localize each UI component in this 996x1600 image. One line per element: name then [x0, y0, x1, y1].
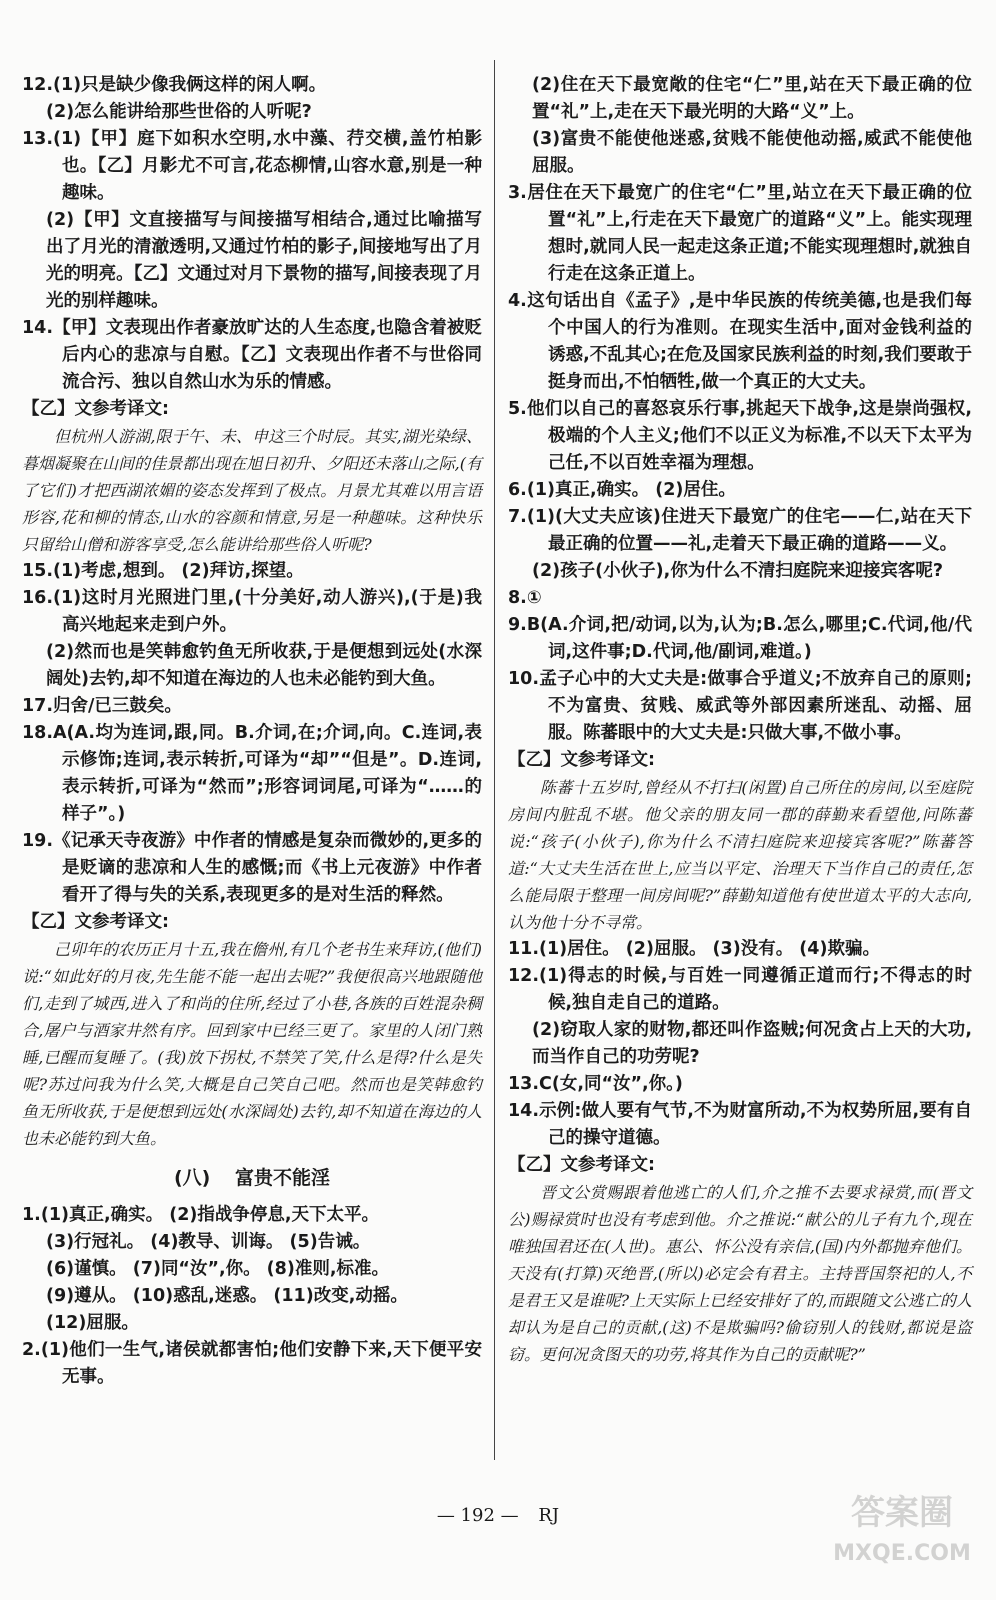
answer-8: 8.①	[508, 588, 542, 608]
answer-19: 19.《记承天寺夜游》中作者的情感是复杂而微妙的,更多的是贬谪的悲凉和人生的感慨;而《书上元夜游》中作者看开了得与失的关系,表现更多的是对生活的释然。	[22, 831, 482, 905]
watermark-title: 答案圈	[851, 1493, 953, 1533]
answer-15: 15.(1)考虑,想到。 (2)拜访,探望。	[22, 561, 304, 581]
page-number: — 192 —	[436, 1505, 519, 1526]
answer-13-2: (2)【甲】文直接描写与间接描写相结合,通过比喻描写出了月光的清澈透明,又通过竹柏的影子,间接地写出了月光的明亮。【乙】文通过对月下景物的描写,间接表现了月光的别样趣味。	[46, 210, 482, 311]
translation-text: 晋文公赏赐跟着他逃亡的人们,介之推不去要求禄赏,而(晋文公)赐禄赏时也没有考虑到他。介之推说:“献公的儿子有九个,现在唯独国君还在(人世)。惠公、怀公没有亲信,(国)内外都抛弃他们。天没有(打算)灭绝晋,(所以)必定会有君主。主持晋国祭祀的人,不是君王又是谁呢?上天实际上已经安排好了的,而跟随文公逃亡的人却认为是自己的贡献,(这)不是欺骗吗?偷窃别人的钱财,都说是盗窃。更何况贪图天的功劳,将其作为自己的贡献呢?”	[508, 1183, 972, 1364]
section-number: (八)	[173, 1167, 211, 1189]
answer-17: 17.归舍/已三鼓矣。	[22, 696, 182, 716]
section-name: 富贵不能淫	[234, 1167, 330, 1189]
answer-12-2: (2)窃取人家的财物,都还叫作盗贼;何况贪占上天的大功,而当作自己的功劳呢?	[532, 1020, 972, 1067]
section-title	[22, 1158, 482, 1198]
answer-2-2: (2)住在天下最宽敞的住宅“仁”里,站在天下最正确的位置“礼”上,走在天下最光明的大路“义”上。	[532, 75, 972, 122]
answer-1-line4: (9)遵从。 (10)惑乱,迷惑。 (11)改变,动摇。	[46, 1286, 408, 1306]
answer-11: 11.(1)居住。 (2)屈服。 (3)没有。 (4)欺骗。	[508, 939, 880, 959]
column-divider	[494, 60, 495, 1460]
answer-18: 18.A(A.均为连词,跟,同。B.介词,在;介词,向。C.连词,表示修饰;连词,表示转折,可译为“却”“但是”。D.连词,表示转折,可译为“然而”;形容词词尾,可译为“……的样子”。)	[22, 723, 482, 824]
answer-2-3: (3)富贵不能使他迷惑,贫贱不能使他动摇,威武不能使他屈服。	[532, 129, 972, 176]
translation-heading: 【乙】文参考译文:	[508, 750, 655, 770]
answer-7-2: (2)孩子(小伙子),你为什么不清扫庭院来迎接宾客呢?	[532, 561, 943, 581]
answer-1-line5: (12)屈服。	[46, 1313, 139, 1333]
answer-12-1: 12.(1)得志的时候,与百姓一同遵循正道而行;不得志的时候,独自走自己的道路。	[508, 966, 972, 1013]
translation-text: 陈蕃十五岁时,曾经从不打扫(闲置)自己所住的房间,以至庭院房间内脏乱不堪。他父亲的朋友同一郡的薛勤来看望他,问陈蕃说:“孩子(小伙子),你为什么不清扫庭院来迎接宾客呢?”陈蕃答道:“大丈夫生活在世上,应当以平定、治理天下当作自己的责任,怎么能局限于整理一间房间呢?”薛勤知道他有使世道太平的大志向,认为他十分不寻常。	[508, 778, 972, 932]
translation-heading: 【乙】文参考译文:	[22, 399, 169, 419]
answer-1-line3: (6)谨慎。 (7)同“汝”,你。 (8)准则,标准。	[46, 1259, 390, 1279]
answer-6: 6.(1)真正,确实。 (2)居住。	[508, 480, 736, 500]
answer-2-1: 2.(1)他们一生气,诸侯就都害怕;他们安静下来,天下便平安无事。	[22, 1340, 482, 1387]
answer-3: 3.居住在天下最宽广的住宅“仁”里,站立在天下最正确的位置“礼”上,行走在天下最宽广的道路“义”上。能实现理想时,就同人民一起走这条正道;不能实现理想时,就独自行走在这条正道上。	[508, 183, 972, 284]
answer-14: 14.【甲】文表现出作者豪放旷达的人生态度,也隐含着被贬后内心的悲凉与自慰。【乙】文表现出作者不与世俗同流合污、独以自然山水为乐的情感。	[22, 318, 482, 392]
answer-9: 9.B(A.介词,把/动词,以为,认为;B.怎么,哪里;C.代词,他/代词,这件事;D.代词,他/副词,难道。)	[508, 615, 972, 662]
translation-heading: 【乙】文参考译文:	[508, 1155, 655, 1175]
edition-label: RJ	[538, 1505, 560, 1526]
answer-13: 13.C(女,同“汝”,你。)	[508, 1074, 683, 1094]
answer-5: 5.他们以自己的喜怒哀乐行事,挑起天下战争,这是崇尚强权,极端的个人主义;他们不以正义为标准,不以天下太平为己任,不以百姓幸福为理想。	[508, 399, 972, 473]
translation-text: 己卯年的农历正月十五,我在儋州,有几个老书生来拜访,(他们)说:“如此好的月夜,先生能不能一起出去呢?”我便很高兴地跟随他们,走到了城西,进入了和尚的住所,经过了小巷,各族的百姓混杂稠合,屠户与酒家井然有序。回到家中已经三更了。家里的人闭门熟睡,已醒而复睡了。(我)放下拐杖,不禁笑了笑,什么是得?什么是失呢?苏过问我为什么笑,大概是自己笑自己吧。然而也是笑韩愈钓鱼无所收获,于是便想到远处(水深阔处)去钓,却不知道在海边的人也未必能钓到大鱼。	[22, 940, 482, 1148]
translation-text: 但杭州人游湖,限于午、未、申这三个时辰。其实,湖光染绿、暮烟凝聚在山间的佳景都出现在旭日初升、夕阳还未落山之际,(有了它们)才把西湖浓媚的姿态发挥到了极点。月景尤其难以用言语形容,花和柳的情态,山水的容颜和情意,另是一种趣味。这种快乐只留给山僧和游客享受,怎么能讲给那些俗人听呢?	[22, 427, 482, 554]
translation-heading: 【乙】文参考译文:	[22, 912, 169, 932]
answer-10: 10.孟子心中的大丈夫是:做事合乎道义;不放弃自己的原则;不为富贵、贫贱、威武等外部因素所迷乱、动摇、屈服。陈蕃眼中的大丈夫是:只做大事,不做小事。	[508, 669, 972, 743]
answer-4: 4.这句话出自《孟子》,是中华民族的传统美德,也是我们每个中国人的行为准则。在现实生活中,面对金钱利益的诱惑,不乱其心;在危及国家民族利益的时刻,我们要敢于挺身而出,不怕牺牲,做一个真正的大丈夫。	[508, 291, 972, 392]
answer-14: 14.示例:做人要有气节,不为财富所动,不为权势所屈,要有自己的操守道德。	[508, 1101, 972, 1148]
answer-1-line1: 1.(1)真正,确实。 (2)指战争停息,天下太平。	[22, 1205, 380, 1225]
answer-1-line2: (3)行冠礼。 (4)教导、训诲。 (5)告诫。	[46, 1232, 371, 1252]
left-column	[22, 72, 482, 1391]
answer-7-1: 7.(1)(大丈夫应该)住进天下最宽广的住宅——仁,站在天下最正确的位置——礼,走着天下最正确的道路——义。	[508, 507, 972, 554]
answer-16-1: 16.(1)这时月光照进门里,(十分美好,动人游兴),(于是)我高兴地起来走到户外。	[22, 588, 482, 635]
answer-12-2: (2)怎么能讲给那些世俗的人听呢?	[46, 102, 312, 122]
answer-16-2: (2)然而也是笑韩愈钓鱼无所收获,于是便想到远处(水深阔处)去钓,却不知道在海边的人也未必能钓到大鱼。	[46, 642, 482, 689]
watermark-url: MXQE.COM	[833, 1541, 971, 1566]
watermark-logo	[822, 1482, 982, 1572]
right-column	[508, 72, 972, 1368]
answer-13-1: 13.(1)【甲】庭下如积水空明,水中藻、荇交横,盖竹柏影也。【乙】月影尤不可言,花态柳情,山容水意,别是一种趣味。	[22, 129, 482, 203]
answer-12-1: 12.(1)只是缺少像我俩这样的闲人啊。	[22, 75, 327, 95]
